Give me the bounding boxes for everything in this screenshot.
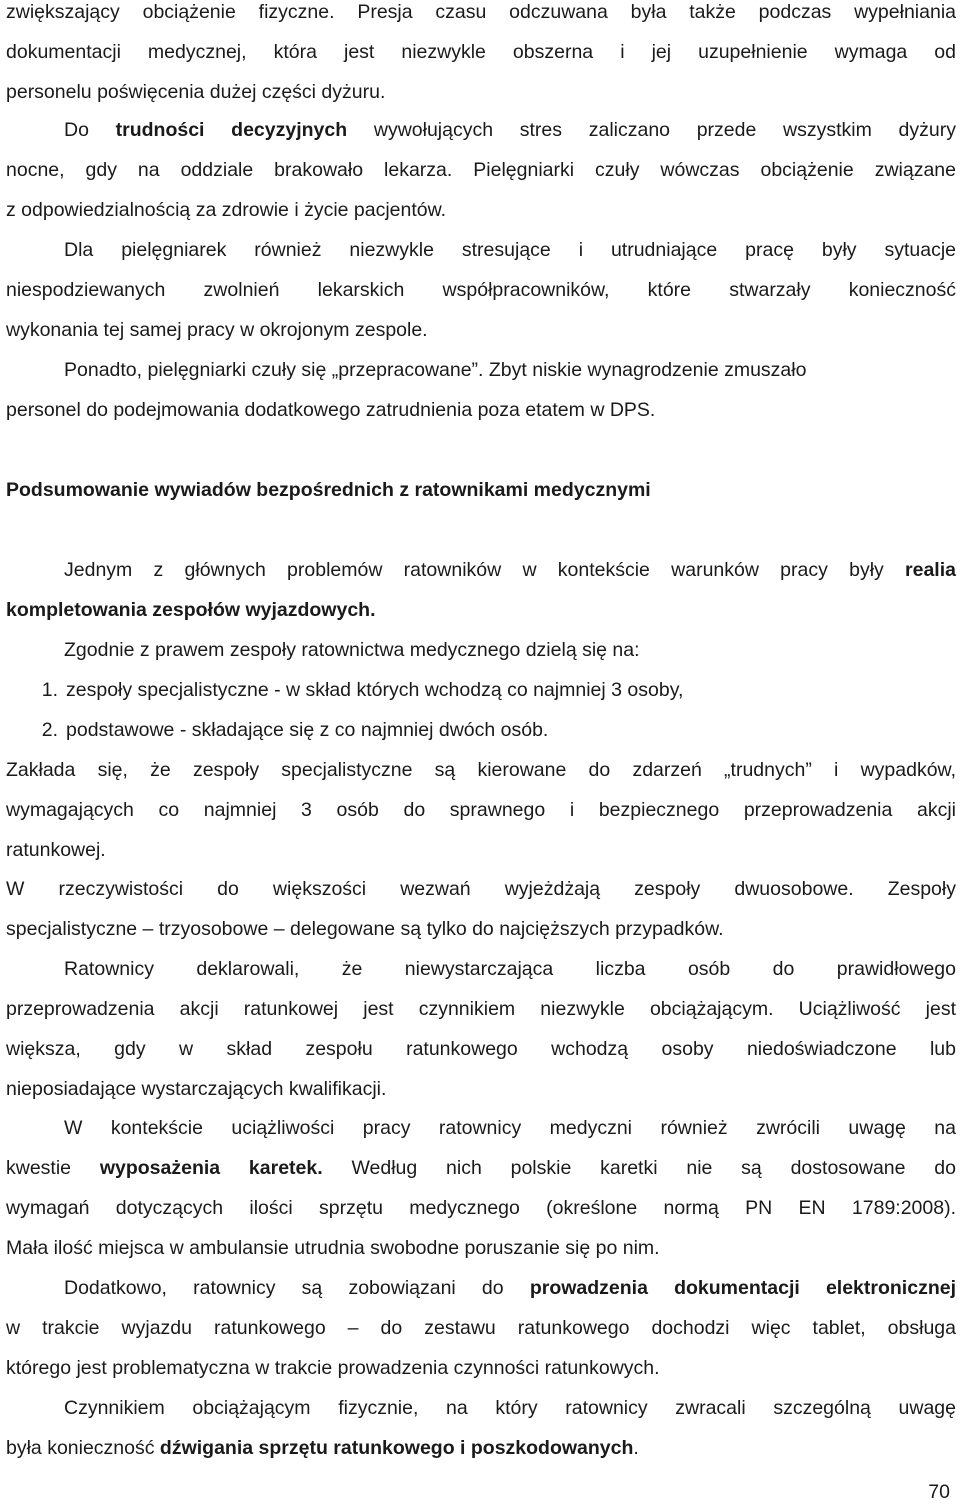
list-item [6,678,956,702]
text-line [64,238,956,262]
text-line [6,798,956,822]
text-line [6,1436,956,1460]
list-item [6,718,956,742]
text-line [6,1356,956,1380]
list-item-number: 1. [41,679,58,701]
text-line [6,80,956,104]
text-segment: wymagań dotyczących ilości sprzętu medycznego (określone normą PN EN 1789:2008). [6,1197,956,1219]
text-segment: zwiększający obciążenie fizyczne. Presja czasu odczuwana była także podczas wypełniania [6,1,956,23]
text-segment: niespodziewanych zwolnień lekarskich współpracowników, które stwarzały konieczność [6,279,956,301]
text-line [6,0,956,24]
text-segment: Dodatkowo, ratownicy są zobowiązani do [64,1277,530,1299]
text-segment: Ratownicy deklarowali, że niewystarczająca liczba osób do prawidłowego [64,958,956,980]
text-segment: wymagających co najmniej 3 osób do sprawnego i bezpiecznego przeprowadzenia akcji [6,799,956,821]
text-segment: W rzeczywistości do większości wezwań wyjeżdżają zespoły dwuosobowe. Zespoły [6,878,956,900]
text-line [6,40,956,64]
text-segment: Czynnikiem obciążającym fizycznie, na który ratownicy zwracali szczególną uwagę [64,1397,956,1419]
text-line [6,1236,956,1260]
text-segment: większa, gdy w skład zespołu ratunkowego wchodzą osoby niedoświadczone lub [6,1038,956,1060]
text-line [6,318,956,342]
text-segment: wywołujących stres zaliczano przede wszystkim dyżury [347,119,956,141]
text-segment: dokumentacji medycznej, która jest niezwykle obszerna i jej uzupełnienie wymaga od [6,41,956,63]
text-segment: W kontekście uciążliwości pracy ratownicy medyczni również zwrócili uwagę na [64,1117,956,1139]
bold-text: kompletowania zespołów wyjazdowych. [6,599,376,621]
text-line [6,598,956,622]
bold-text: wyposażenia karetek. [99,1157,323,1179]
text-segment: personelu poświęcenia dużej części dyżuru. [6,81,386,103]
text-line [6,1196,956,1220]
bold-text: trudności decyzyjnych [115,119,348,141]
list-item-number: 2. [41,719,58,741]
text-segment: Jednym z głównych problemów ratowników w kontekście warunków pracy były [64,559,906,581]
bold-text: dźwigania sprzętu ratunkowego i poszkodowanych [159,1437,634,1459]
text-segment: wykonania tej samej pracy w okrojonym zespole. [6,319,428,341]
text-line [64,957,956,981]
text-line [6,278,956,302]
text-segment: specjalistyczne – trzyosobowe – delegowane są tylko do najcięższych przypadków. [6,918,724,940]
list-item-text: zespoły specjalistyczne - w skład których wchodzą co najmniej 3 osoby, [66,679,684,701]
bold-text: Podsumowanie wywiadów bezpośrednich z ratownikami medycznymi [6,479,651,501]
text-segment: którego jest problematyczna w trakcie prowadzenia czynności ratunkowych. [6,1357,660,1379]
text-line [6,198,956,222]
text-segment: przeprowadzenia akcji ratunkowej jest czynnikiem niezwykle obciążającym. Uciążliwość jest [6,998,956,1020]
text-segment: kwestie [6,1157,100,1179]
text-segment: ratunkowej. [6,839,106,861]
text-segment: nieposiadające wystarczających kwalifikacji. [6,1078,387,1100]
text-segment: . [633,1437,639,1459]
text-segment: Do [64,119,116,141]
text-segment: była konieczność [6,1437,160,1459]
text-segment: Ponadto, pielęgniarki czuły się „przepracowane”. Zbyt niskie wynagrodzenie zmuszało [64,359,807,381]
text-segment: Dla pielęgniarek również niezwykle stresujące i utrudniające pracę były sytuacje [64,239,956,261]
text-line [6,917,956,941]
text-segment: Mała ilość miejsca w ambulansie utrudnia swobodne poruszanie się po nim. [6,1237,660,1259]
bold-text: realia [905,559,956,581]
text-segment: Zgodnie z prawem zespoły ratownictwa medycznego dzielą się na: [64,639,640,661]
text-line [6,158,956,182]
text-line [6,997,956,1021]
text-line [64,558,956,582]
text-segment: personel do podejmowania dodatkowego zatrudnienia poza etatem w DPS. [6,399,656,421]
list-item-text: podstawowe - składające się z co najmniej dwóch osób. [66,719,549,741]
text-line [6,838,956,862]
text-line [6,877,956,901]
text-segment: nocne, gdy na oddziale brakowało lekarza. Pielęgniarki czuły wówczas obciążenie związane [6,159,956,181]
section-heading [6,478,956,502]
text-line [64,358,956,382]
text-line [64,118,956,142]
text-line [64,1276,956,1300]
text-segment: Zakłada się, że zespoły specjalistyczne są kierowane do zdarzeń „trudnych” i wypadków, [6,759,956,781]
text-line [6,1156,956,1180]
text-line [6,398,956,422]
text-line [64,638,956,662]
text-line [64,1116,956,1140]
page-number: 70 [928,1481,950,1503]
text-line [6,1316,956,1340]
text-line [6,1037,956,1061]
text-segment: Według nich polskie karetki nie są dostosowane do [322,1157,956,1179]
text-line [64,1396,956,1420]
bold-text: prowadzenia dokumentacji elektronicznej [529,1277,956,1299]
text-line [6,1077,956,1101]
text-segment: z odpowiedzialnością za zdrowie i życie pacjentów. [6,199,447,221]
text-line [6,758,956,782]
text-segment: w trakcie wyjazdu ratunkowego – do zestawu ratunkowego dochodzi więc tablet, obsługa [6,1317,956,1339]
